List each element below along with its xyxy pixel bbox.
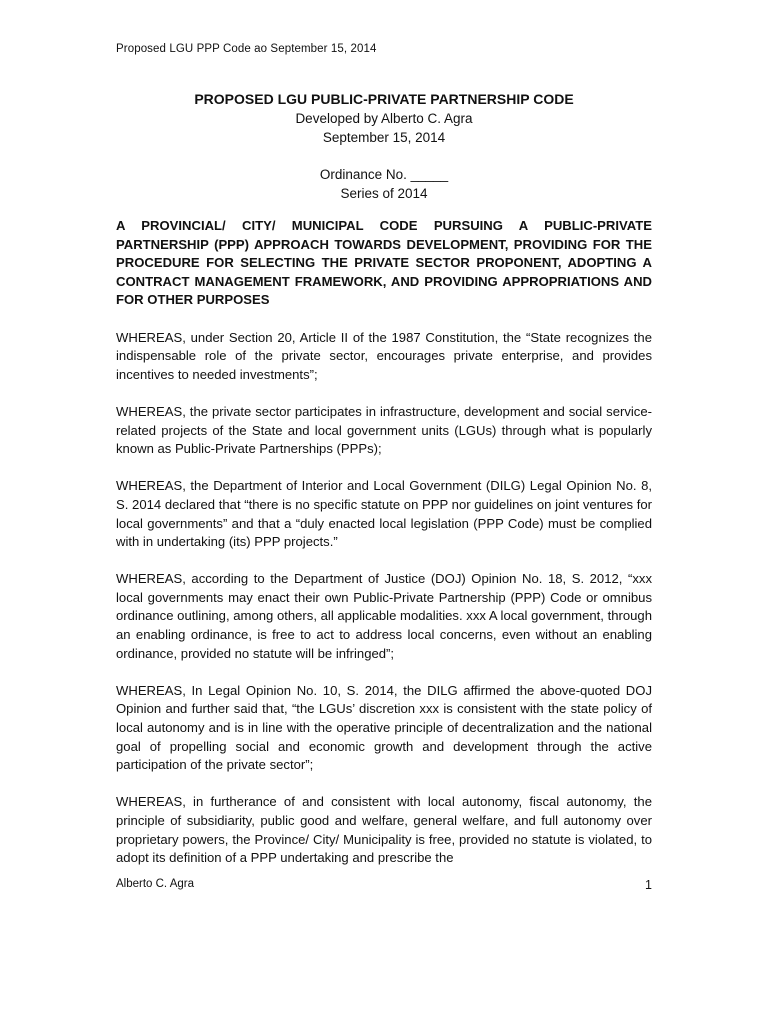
whereas-clause-3: WHEREAS, the Department of Interior and Local Government (DILG) Legal Opinion No. 8, S. 2014 declared that “there is no specific statute on PPP nor guidelines on joint ventures for local governments” and that a “duly enacted local legislation (PPP Code) must be complied with in undertaking (its) PPP projects.”: [116, 478, 652, 550]
date-line: September 15, 2014: [322, 130, 446, 145]
document-title: PROPOSED LGU PUBLIC-PRIVATE PARTNERSHIP CODE: [194, 91, 574, 107]
author-line: Developed by Alberto C. Agra: [295, 111, 473, 126]
whereas-clause-4: WHEREAS, according to the Department of Justice (DOJ) Opinion No. 18, S. 2012, “xxx local governments may enact their own Public-Private Partnership (PPP) Code or omnibus ordinance outlining, among others, all applicable modalities. xxx A local government, through an enabling ordinance, is free to act to address local concerns, even without an enabling ordinance, provided no statute will be infringed”;: [116, 571, 652, 661]
whereas-clause-2: WHEREAS, the private sector participates in infrastructure, development and social service-related projects of the State and local government units (LGUs) through what is popularly known as Public-Private Partnerships (PPPs);: [116, 403, 652, 457]
page-number: 1: [645, 878, 652, 892]
preamble: A PROVINCIAL/ CITY/ MUNICIPAL CODE PURSUING A PUBLIC-PRIVATE PARTNERSHIP (PPP) APPROACH TOWARDS DEVELOPMENT, PROVIDING FOR THE PROCEDURE FOR SELECTING THE PRIVATE SECTOR PROPONENT, ADOPTING A CONTRACT MANAGEMENT FRAMEWORK, AND PROVIDING APPROPRIATIONS AND FOR OTHER PURPOSES: [116, 218, 652, 308]
running-header: Proposed LGU PPP Code ao September 15, 2014: [116, 43, 377, 55]
spacer: [116, 147, 652, 165]
document-body: [116, 217, 652, 868]
whereas-clause-6: WHEREAS, in furtherance of and consistent with local autonomy, fiscal autonomy, the principle of subsidiarity, public good and welfare, general welfare, and full autonomy over proprietary powers, the Province/ City/ Municipality is free, provided no statute is violated, to adopt its definition of a PPP undertaking and prescribe the: [116, 794, 652, 866]
series-line: Series of 2014: [340, 186, 428, 201]
whereas-clause-1: WHEREAS, under Section 20, Article II of the 1987 Constitution, the “State recognizes the indispensable role of the private sector, encourages private enterprise, and provides incentives to needed investments”;: [116, 329, 652, 382]
whereas-clause-5: WHEREAS, In Legal Opinion No. 10, S. 2014, the DILG affirmed the above-quoted DOJ Opinion and further said that, “the LGUs’ discretion xxx is consistent with the state policy of local autonomy and is in line with the operative principle of decentralization and the national goal of propelling social and economic growth and development through the active participation of the private sector”;: [116, 682, 652, 773]
ordinance-number: Ordinance No. _____: [319, 167, 449, 182]
title-block: [116, 90, 652, 203]
footer-author: Alberto C. Agra: [116, 878, 194, 890]
